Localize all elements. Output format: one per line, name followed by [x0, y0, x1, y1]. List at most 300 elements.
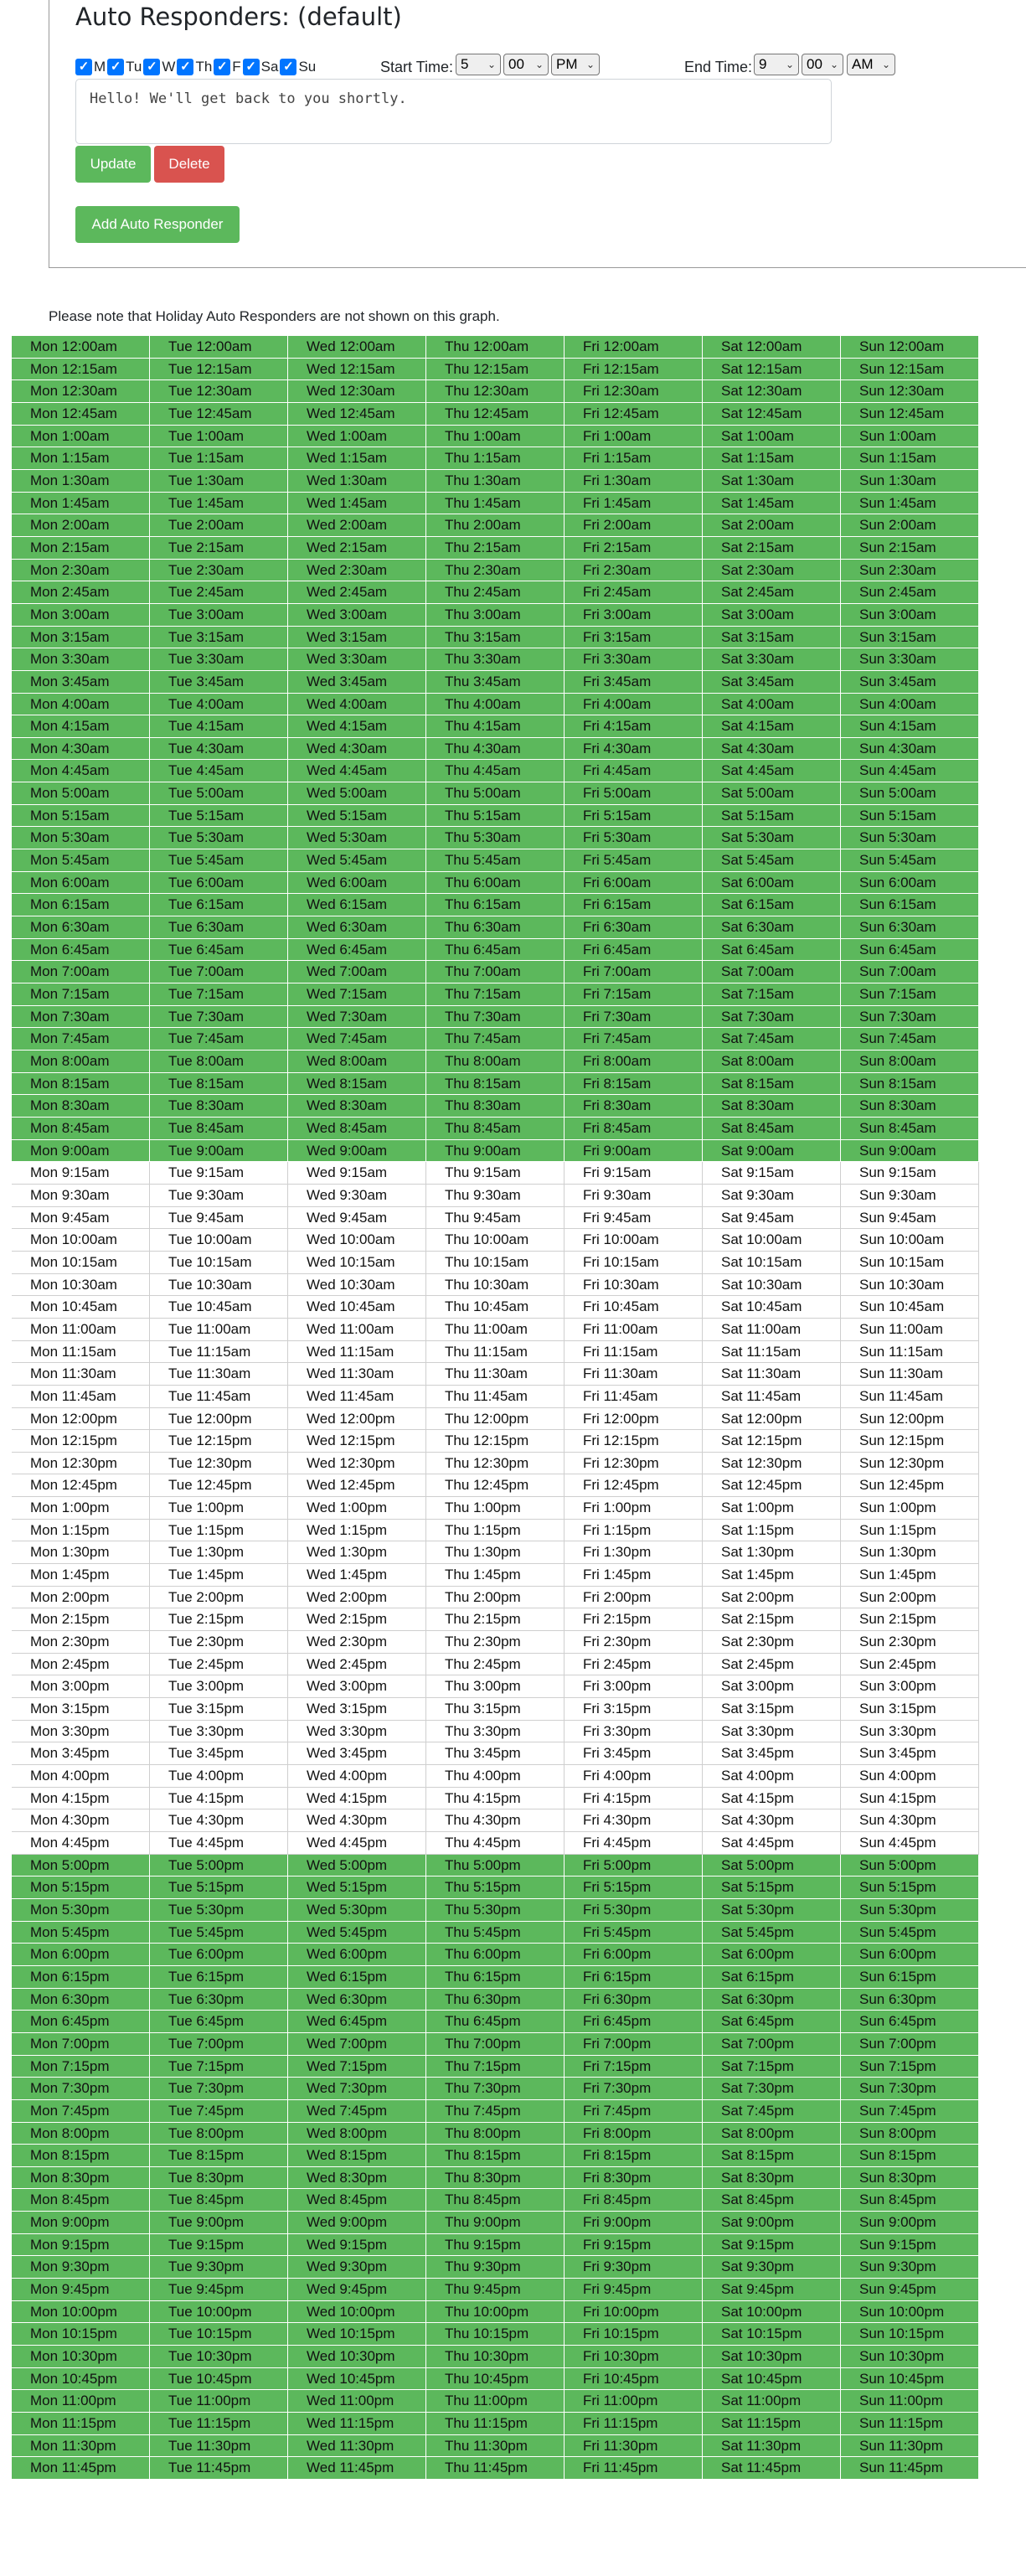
schedule-cell: Fri 10:45pm: [565, 2368, 703, 2391]
checkmark-icon[interactable]: ✓: [107, 59, 124, 75]
schedule-cell: Thu 1:45pm: [426, 1564, 565, 1587]
schedule-cell: Mon 12:45am: [12, 403, 150, 426]
schedule-cell: Fri 6:30am: [565, 916, 703, 939]
schedule-cell: Thu 4:00pm: [426, 1765, 565, 1788]
schedule-cell: Sat 11:30am: [703, 1363, 841, 1386]
schedule-cell: Thu 8:45pm: [426, 2189, 565, 2212]
schedule-cell: Mon 12:30am: [12, 380, 150, 403]
schedule-cell: Fri 12:45pm: [565, 1474, 703, 1497]
schedule-cell: Tue 4:00pm: [150, 1765, 288, 1788]
schedule-cell: Sun 2:30pm: [841, 1631, 979, 1654]
day-checkbox-m[interactable]: [75, 59, 106, 75]
schedule-cell: Sat 4:30am: [703, 738, 841, 761]
schedule-cell: Wed 6:45am: [288, 939, 426, 962]
checkmark-icon[interactable]: ✓: [280, 59, 296, 75]
schedule-cell: Wed 1:15am: [288, 447, 426, 470]
schedule-cell: Tue 5:15am: [150, 805, 288, 828]
schedule-cell: Tue 11:45am: [150, 1386, 288, 1408]
schedule-cell: Wed 2:45am: [288, 581, 426, 604]
schedule-cell: Thu 1:30am: [426, 470, 565, 493]
schedule-cell: Thu 8:00pm: [426, 2123, 565, 2145]
schedule-cell: Thu 12:15pm: [426, 1430, 565, 1453]
schedule-cell: Sun 1:30pm: [841, 1541, 979, 1564]
schedule-cell: Mon 7:00am: [12, 961, 150, 983]
schedule-cell: Wed 7:30am: [288, 1006, 426, 1029]
delete-button[interactable]: Delete: [154, 146, 224, 183]
end-ampm-select[interactable]: [847, 54, 895, 75]
schedule-cell: Sun 10:30am: [841, 1274, 979, 1297]
schedule-cell: Mon 8:15pm: [12, 2145, 150, 2167]
schedule-cell: Sun 3:15pm: [841, 1698, 979, 1721]
schedule-cell: Fri 1:15am: [565, 447, 703, 470]
schedule-cell: Thu 9:30am: [426, 1185, 565, 1207]
schedule-cell: Thu 1:00am: [426, 426, 565, 448]
day-checkbox-f[interactable]: [214, 59, 240, 75]
schedule-cell: Mon 7:15pm: [12, 2056, 150, 2078]
schedule-cell: Mon 5:00am: [12, 782, 150, 805]
schedule-cell: Thu 10:45am: [426, 1296, 565, 1319]
schedule-cell: Wed 12:45am: [288, 403, 426, 426]
schedule-cell: Mon 1:00pm: [12, 1497, 150, 1520]
schedule-cell: Thu 4:00am: [426, 694, 565, 716]
schedule-cell: Wed 9:15am: [288, 1162, 426, 1185]
schedule-cell: Sat 12:15am: [703, 359, 841, 381]
schedule-cell: Tue 1:15am: [150, 447, 288, 470]
schedule-cell: Sat 8:30pm: [703, 2167, 841, 2190]
schedule-cell: Fri 6:45pm: [565, 2011, 703, 2033]
schedule-cell: Tue 1:30pm: [150, 1541, 288, 1564]
schedule-cell: Thu 10:15pm: [426, 2323, 565, 2346]
schedule-cell: Sun 3:45pm: [841, 1742, 979, 1765]
schedule-cell: Sat 2:30am: [703, 560, 841, 582]
schedule-cell: Sun 9:00pm: [841, 2212, 979, 2234]
schedule-cell: Mon 4:00pm: [12, 1765, 150, 1788]
day-checkbox-w[interactable]: [143, 59, 175, 75]
schedule-cell: Fri 8:15am: [565, 1073, 703, 1096]
schedule-cell: Sun 7:00am: [841, 961, 979, 983]
schedule-cell: Thu 1:00pm: [426, 1497, 565, 1520]
schedule-cell: Fri 5:15pm: [565, 1877, 703, 1899]
schedule-cell: Sat 10:15pm: [703, 2323, 841, 2346]
schedule-cell: Sat 4:45pm: [703, 1832, 841, 1855]
schedule-cell: Sun 7:15am: [841, 983, 979, 1006]
schedule-cell: Mon 10:45pm: [12, 2368, 150, 2391]
checkmark-icon[interactable]: ✓: [143, 59, 160, 75]
schedule-cell: Sat 7:45am: [703, 1028, 841, 1051]
chevron-down-icon: ⌄: [487, 59, 496, 70]
schedule-cell: Mon 5:30am: [12, 827, 150, 849]
schedule-cell: Thu 11:00pm: [426, 2390, 565, 2413]
schedule-cell: Fri 12:15pm: [565, 1430, 703, 1453]
schedule-cell: Wed 8:15am: [288, 1073, 426, 1096]
schedule-cell: Fri 5:00am: [565, 782, 703, 805]
chevron-down-icon: ⌄: [829, 59, 838, 70]
schedule-cell: Tue 3:30pm: [150, 1721, 288, 1743]
schedule-cell: Wed 9:45am: [288, 1207, 426, 1230]
schedule-cell: Sun 7:45am: [841, 1028, 979, 1051]
schedule-cell: Mon 9:45am: [12, 1207, 150, 1230]
schedule-cell: Wed 10:45pm: [288, 2368, 426, 2391]
schedule-cell: Wed 9:30pm: [288, 2256, 426, 2279]
schedule-cell: Wed 3:45pm: [288, 1742, 426, 1765]
schedule-cell: Thu 5:30am: [426, 827, 565, 849]
schedule-cell: Tue 11:45pm: [150, 2457, 288, 2480]
schedule-cell: Sat 1:15pm: [703, 1520, 841, 1542]
schedule-cell: Thu 7:30am: [426, 1006, 565, 1029]
schedule-cell: Fri 7:00am: [565, 961, 703, 983]
schedule-cell: Sat 10:45pm: [703, 2368, 841, 2391]
start-ampm-select[interactable]: [551, 54, 600, 75]
day-checkbox-su[interactable]: [280, 59, 316, 75]
schedule-cell: Wed 4:00am: [288, 694, 426, 716]
schedule-cell: Fri 2:45pm: [565, 1654, 703, 1676]
schedule-cell: Thu 2:00pm: [426, 1587, 565, 1609]
schedule-cell: Mon 2:15pm: [12, 1608, 150, 1631]
schedule-cell: Sat 4:15am: [703, 715, 841, 738]
schedule-cell: Tue 12:30am: [150, 380, 288, 403]
schedule-cell: Sun 11:45pm: [841, 2457, 979, 2480]
schedule-cell: Sun 9:45am: [841, 1207, 979, 1230]
schedule-cell: Wed 4:45am: [288, 760, 426, 782]
checkmark-icon[interactable]: ✓: [214, 59, 230, 75]
schedule-cell: Fri 12:45am: [565, 403, 703, 426]
schedule-cell: Wed 2:00am: [288, 514, 426, 537]
schedule-cell: Fri 3:15am: [565, 627, 703, 649]
schedule-cell: Sat 2:30pm: [703, 1631, 841, 1654]
schedule-cell: Thu 4:45am: [426, 760, 565, 782]
schedule-cell: Wed 5:00pm: [288, 1855, 426, 1877]
schedule-cell: Thu 11:45am: [426, 1386, 565, 1408]
schedule-cell: Sat 11:15pm: [703, 2413, 841, 2435]
start-time-label: Start Time:: [380, 59, 454, 75]
schedule-cell: Fri 12:30pm: [565, 1453, 703, 1475]
schedule-cell: Tue 9:15am: [150, 1162, 288, 1185]
schedule-cell: Thu 5:00am: [426, 782, 565, 805]
schedule-cell: Mon 8:00pm: [12, 2123, 150, 2145]
schedule-cell: Thu 11:30am: [426, 1363, 565, 1386]
end-minute-select[interactable]: [802, 54, 843, 75]
schedule-cell: Fri 4:45pm: [565, 1832, 703, 1855]
schedule-cell: Mon 9:45pm: [12, 2279, 150, 2301]
schedule-cell: Wed 6:00pm: [288, 1944, 426, 1966]
end-time-label: End Time:: [684, 59, 753, 75]
schedule-cell: Sat 2:00am: [703, 514, 841, 537]
schedule-cell: Sat 9:15pm: [703, 2234, 841, 2257]
schedule-cell: Thu 9:00am: [426, 1140, 565, 1163]
schedule-cell: Tue 7:30pm: [150, 2078, 288, 2100]
schedule-cell: Thu 3:30pm: [426, 1721, 565, 1743]
schedule-cell: Sun 12:15am: [841, 359, 979, 381]
day-checkbox-sa[interactable]: [243, 59, 279, 75]
day-checkboxes: [75, 55, 317, 79]
schedule-cell: Sat 3:45am: [703, 671, 841, 694]
message-textarea[interactable]: Hello! We'll get back to you shortly.: [75, 79, 832, 144]
checkmark-icon[interactable]: ✓: [75, 59, 92, 75]
schedule-cell: Tue 6:30am: [150, 916, 288, 939]
schedule-cell: Mon 12:15pm: [12, 1430, 150, 1453]
schedule-cell: Thu 7:30pm: [426, 2078, 565, 2100]
schedule-cell: Sun 5:15am: [841, 805, 979, 828]
schedule-cell: Mon 1:30am: [12, 470, 150, 493]
schedule-cell: Fri 8:45am: [565, 1118, 703, 1140]
schedule-cell: Sun 12:00am: [841, 336, 979, 359]
schedule-cell: Sun 2:15am: [841, 537, 979, 560]
schedule-cell: Sun 7:30pm: [841, 2078, 979, 2100]
schedule-cell: Thu 1:30pm: [426, 1541, 565, 1564]
schedule-cell: Tue 7:30am: [150, 1006, 288, 1029]
schedule-cell: Fri 7:15pm: [565, 2056, 703, 2078]
schedule-cell: Sun 9:30pm: [841, 2256, 979, 2279]
schedule-cell: Wed 6:30am: [288, 916, 426, 939]
day-label: Su: [298, 59, 317, 75]
schedule-cell: Tue 10:30pm: [150, 2346, 288, 2368]
schedule-cell: Thu 11:00am: [426, 1319, 565, 1341]
schedule-cell: Mon 7:30am: [12, 1006, 150, 1029]
schedule-cell: Mon 6:45am: [12, 939, 150, 962]
schedule-cell: Thu 5:15am: [426, 805, 565, 828]
schedule-cell: Sun 12:00pm: [841, 1408, 979, 1431]
schedule-cell: Thu 3:45pm: [426, 1742, 565, 1765]
schedule-cell: Sat 4:00pm: [703, 1765, 841, 1788]
schedule-cell: Fri 8:00pm: [565, 2123, 703, 2145]
schedule-cell: Mon 1:15pm: [12, 1520, 150, 1542]
schedule-cell: Fri 2:15pm: [565, 1608, 703, 1631]
schedule-cell: Sat 11:00am: [703, 1319, 841, 1341]
schedule-cell: Wed 6:45pm: [288, 2011, 426, 2033]
schedule-cell: Sat 6:15am: [703, 894, 841, 916]
schedule-cell: Sun 6:00am: [841, 872, 979, 895]
schedule-cell: Thu 4:30pm: [426, 1809, 565, 1832]
schedule-cell: Sat 10:45am: [703, 1296, 841, 1319]
schedule-cell: Sun 10:30pm: [841, 2346, 979, 2368]
schedule-cell: Sun 5:00am: [841, 782, 979, 805]
schedule-cell: Mon 4:45pm: [12, 1832, 150, 1855]
page-title: Auto Responders: (default): [75, 3, 402, 31]
schedule-cell: Fri 12:15am: [565, 359, 703, 381]
schedule-cell: Tue 10:00pm: [150, 2301, 288, 2324]
schedule-cell: Sun 4:00pm: [841, 1765, 979, 1788]
schedule-cell: Tue 2:00am: [150, 514, 288, 537]
schedule-cell: Mon 2:15am: [12, 537, 150, 560]
schedule-cell: Sat 1:00am: [703, 426, 841, 448]
schedule-cell: Wed 10:15am: [288, 1252, 426, 1274]
schedule-cell: Thu 3:15am: [426, 627, 565, 649]
schedule-cell: Wed 3:30am: [288, 648, 426, 671]
schedule-cell: Fri 3:45am: [565, 671, 703, 694]
schedule-cell: Tue 4:15pm: [150, 1788, 288, 1810]
schedule-cell: Fri 12:30am: [565, 380, 703, 403]
schedule-cell: Fri 9:15pm: [565, 2234, 703, 2257]
schedule-cell: Tue 4:00am: [150, 694, 288, 716]
add-auto-responder-button[interactable]: Add Auto Responder: [75, 206, 240, 243]
schedule-cell: Wed 10:30pm: [288, 2346, 426, 2368]
schedule-cell: Fri 10:30pm: [565, 2346, 703, 2368]
schedule-cell: Thu 7:45pm: [426, 2100, 565, 2123]
schedule-cell: Fri 2:00pm: [565, 1587, 703, 1609]
schedule-cell: Sat 9:00am: [703, 1140, 841, 1163]
day-checkbox-tu[interactable]: [107, 59, 142, 75]
start-hour-select[interactable]: [456, 54, 501, 75]
schedule-cell: Fri 1:15pm: [565, 1520, 703, 1542]
schedule-cell: Tue 12:00pm: [150, 1408, 288, 1431]
schedule-cell: Sat 9:30pm: [703, 2256, 841, 2279]
schedule-cell: Fri 9:00pm: [565, 2212, 703, 2234]
schedule-cell: Sun 12:30pm: [841, 1453, 979, 1475]
schedule-cell: Sat 6:15pm: [703, 1966, 841, 1989]
schedule-cell: Mon 3:30pm: [12, 1721, 150, 1743]
schedule-cell: Wed 12:30am: [288, 380, 426, 403]
schedule-cell: Mon 3:30am: [12, 648, 150, 671]
schedule-cell: Tue 6:00am: [150, 872, 288, 895]
schedule-cell: Mon 7:00pm: [12, 2033, 150, 2056]
schedule-cell: Wed 1:15pm: [288, 1520, 426, 1542]
schedule-cell: Sun 10:45am: [841, 1296, 979, 1319]
schedule-cell: Wed 3:15am: [288, 627, 426, 649]
schedule-cell: Sun 8:00pm: [841, 2123, 979, 2145]
schedule-cell: Tue 5:30pm: [150, 1899, 288, 1922]
schedule-cell: Thu 11:45pm: [426, 2457, 565, 2480]
schedule-cell: Mon 5:15am: [12, 805, 150, 828]
schedule-cell: Wed 8:00pm: [288, 2123, 426, 2145]
schedule-cell: Tue 1:15pm: [150, 1520, 288, 1542]
schedule-cell: Wed 12:00pm: [288, 1408, 426, 1431]
schedule-cell: Tue 4:45pm: [150, 1832, 288, 1855]
schedule-cell: Sat 9:45pm: [703, 2279, 841, 2301]
schedule-cell: Sun 7:30am: [841, 1006, 979, 1029]
schedule-cell: Thu 1:15am: [426, 447, 565, 470]
schedule-cell: Sat 4:00am: [703, 694, 841, 716]
schedule-cell: Wed 1:00am: [288, 426, 426, 448]
schedule-cell: Sun 9:15am: [841, 1162, 979, 1185]
schedule-cell: Fri 10:45am: [565, 1296, 703, 1319]
schedule-cell: Sat 2:15am: [703, 537, 841, 560]
schedule-cell: Fri 4:15am: [565, 715, 703, 738]
schedule-cell: Tue 1:30am: [150, 470, 288, 493]
schedule-cell: Wed 1:45am: [288, 493, 426, 515]
schedule-cell: Sat 3:00pm: [703, 1675, 841, 1698]
schedule-cell: Tue 7:15pm: [150, 2056, 288, 2078]
schedule-cell: Mon 1:15am: [12, 447, 150, 470]
schedule-cell: Fri 7:45am: [565, 1028, 703, 1051]
update-button[interactable]: Update: [75, 146, 151, 183]
schedule-cell: Thu 10:00am: [426, 1229, 565, 1252]
schedule-cell: Sat 11:45am: [703, 1386, 841, 1408]
schedule-cell: Tue 5:45am: [150, 849, 288, 872]
schedule-cell: Fri 4:15pm: [565, 1788, 703, 1810]
schedule-cell: Fri 9:45pm: [565, 2279, 703, 2301]
schedule-cell: Tue 8:30pm: [150, 2167, 288, 2190]
start-minute-value: 00: [508, 56, 524, 72]
schedule-cell: Fri 9:15am: [565, 1162, 703, 1185]
schedule-cell: Sat 4:45am: [703, 760, 841, 782]
schedule-cell: Mon 4:30am: [12, 738, 150, 761]
schedule-cell: Sat 11:15am: [703, 1341, 841, 1364]
schedule-cell: Sat 6:45am: [703, 939, 841, 962]
schedule-cell: Sat 6:30pm: [703, 1989, 841, 2011]
schedule-cell: Wed 12:15am: [288, 359, 426, 381]
start-minute-select[interactable]: [503, 54, 549, 75]
schedule-cell: Thu 8:00am: [426, 1051, 565, 1073]
schedule-cell: Wed 5:45pm: [288, 1922, 426, 1944]
schedule-cell: Sun 4:30am: [841, 738, 979, 761]
schedule-cell: Mon 6:00am: [12, 872, 150, 895]
checkmark-icon[interactable]: ✓: [243, 59, 260, 75]
schedule-cell: Fri 6:15am: [565, 894, 703, 916]
schedule-cell: Mon 1:30pm: [12, 1541, 150, 1564]
schedule-cell: Sat 10:30pm: [703, 2346, 841, 2368]
schedule-cell: Fri 6:45am: [565, 939, 703, 962]
schedule-cell: Sat 12:30am: [703, 380, 841, 403]
schedule-cell: Sat 7:30am: [703, 1006, 841, 1029]
schedule-cell: Sat 1:00pm: [703, 1497, 841, 1520]
checkmark-icon[interactable]: ✓: [177, 59, 193, 75]
schedule-cell: Sun 7:45pm: [841, 2100, 979, 2123]
schedule-cell: Sat 9:15am: [703, 1162, 841, 1185]
schedule-cell: Thu 12:15am: [426, 359, 565, 381]
schedule-cell: Thu 1:45am: [426, 493, 565, 515]
schedule-cell: Sun 1:45pm: [841, 1564, 979, 1587]
schedule-cell: Wed 7:45am: [288, 1028, 426, 1051]
schedule-cell: Mon 11:00pm: [12, 2390, 150, 2413]
schedule-cell: Sun 10:15pm: [841, 2323, 979, 2346]
schedule-cell: Fri 8:45pm: [565, 2189, 703, 2212]
schedule-cell: Thu 9:00pm: [426, 2212, 565, 2234]
schedule-cell: Mon 10:30pm: [12, 2346, 150, 2368]
schedule-cell: Sat 11:45pm: [703, 2457, 841, 2480]
schedule-cell: Tue 4:30pm: [150, 1809, 288, 1832]
schedule-cell: Fri 4:30pm: [565, 1809, 703, 1832]
schedule-cell: Mon 5:15pm: [12, 1877, 150, 1899]
schedule-cell: Sun 12:30am: [841, 380, 979, 403]
schedule-cell: Fri 9:45am: [565, 1207, 703, 1230]
schedule-cell: Fri 1:45pm: [565, 1564, 703, 1587]
schedule-cell: Mon 8:30am: [12, 1095, 150, 1118]
schedule-cell: Sat 11:30pm: [703, 2435, 841, 2458]
schedule-cell: Sat 10:30am: [703, 1274, 841, 1297]
schedule-cell: Tue 11:15pm: [150, 2413, 288, 2435]
schedule-cell: Mon 10:15am: [12, 1252, 150, 1274]
schedule-cell: Wed 11:30am: [288, 1363, 426, 1386]
schedule-cell: Wed 12:15pm: [288, 1430, 426, 1453]
schedule-cell: Sun 6:30pm: [841, 1989, 979, 2011]
schedule-cell: Sun 6:15pm: [841, 1966, 979, 1989]
schedule-cell: Fri 7:15am: [565, 983, 703, 1006]
schedule-cell: Thu 2:00am: [426, 514, 565, 537]
schedule-cell: Tue 11:30pm: [150, 2435, 288, 2458]
schedule-cell: Tue 1:00pm: [150, 1497, 288, 1520]
schedule-cell: Sat 3:00am: [703, 604, 841, 627]
schedule-cell: Mon 4:45am: [12, 760, 150, 782]
schedule-cell: Sat 12:45pm: [703, 1474, 841, 1497]
schedule-cell: Sat 3:45pm: [703, 1742, 841, 1765]
schedule-cell: Sat 1:30pm: [703, 1541, 841, 1564]
day-checkbox-th[interactable]: [177, 59, 212, 75]
schedule-cell: Mon 3:00pm: [12, 1675, 150, 1698]
schedule-cell: Thu 12:00am: [426, 336, 565, 359]
schedule-cell: Tue 5:15pm: [150, 1877, 288, 1899]
end-minute-value: 00: [807, 56, 822, 72]
schedule-cell: Fri 5:30am: [565, 827, 703, 849]
start-hour-value: 5: [461, 56, 469, 72]
schedule-cell: Wed 3:15pm: [288, 1698, 426, 1721]
schedule-cell: Sat 2:45pm: [703, 1654, 841, 1676]
schedule-cell: Mon 9:15am: [12, 1162, 150, 1185]
schedule-cell: Mon 11:00am: [12, 1319, 150, 1341]
schedule-cell: Sun 10:00am: [841, 1229, 979, 1252]
end-hour-select[interactable]: [754, 54, 799, 75]
schedule-cell: Wed 4:15pm: [288, 1788, 426, 1810]
schedule-cell: Tue 2:00pm: [150, 1587, 288, 1609]
